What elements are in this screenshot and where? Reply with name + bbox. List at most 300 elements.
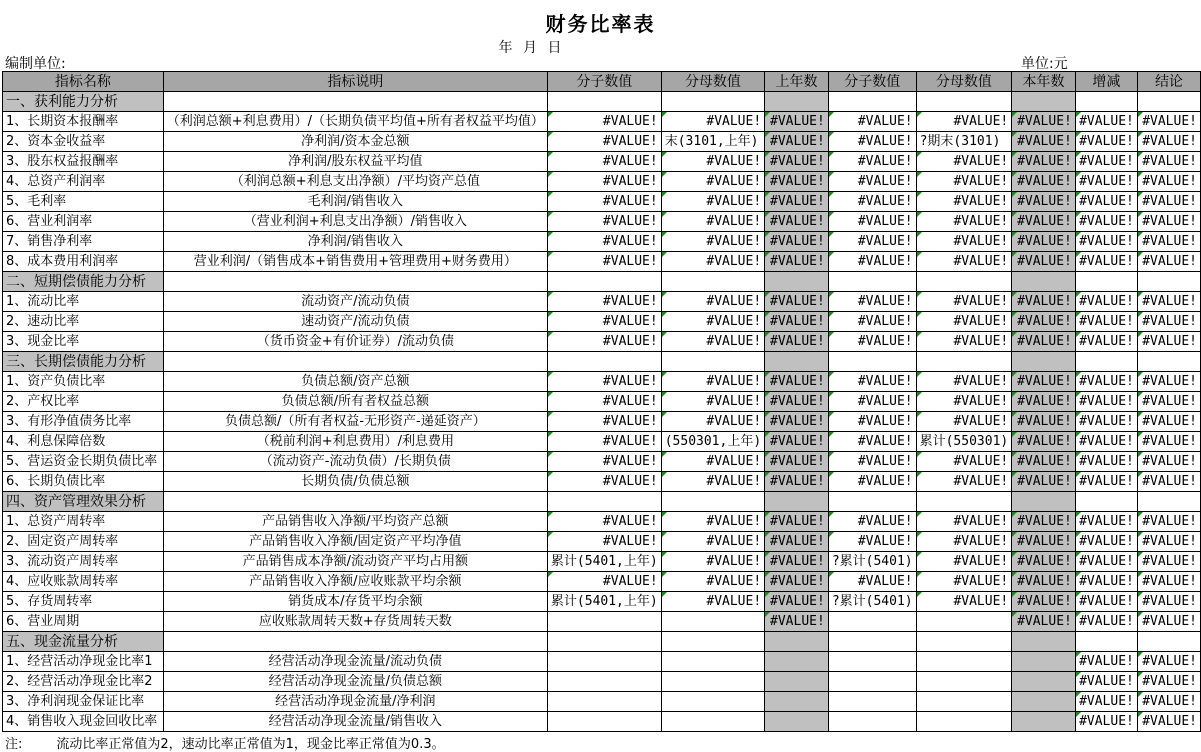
value-cell[interactable]: #VALUE! <box>1075 672 1137 692</box>
table-cell[interactable] <box>765 272 829 292</box>
table-cell[interactable] <box>661 492 764 512</box>
value-cell[interactable]: #VALUE! <box>765 252 829 272</box>
table-cell[interactable] <box>1137 272 1200 292</box>
header-cell[interactable]: 增减 <box>1075 72 1137 92</box>
value-cell[interactable]: #VALUE! <box>916 472 1012 492</box>
value-cell[interactable]: #VALUE! <box>765 392 829 412</box>
value-cell[interactable]: #VALUE! <box>1012 372 1076 392</box>
value-cell[interactable]: #VALUE! <box>828 412 916 432</box>
table-cell[interactable] <box>163 272 547 292</box>
table-cell[interactable] <box>1012 632 1076 652</box>
value-cell[interactable]: #VALUE! <box>916 532 1012 552</box>
value-cell[interactable]: #VALUE! <box>765 532 829 552</box>
value-cell[interactable]: #VALUE! <box>1012 532 1076 552</box>
value-cell[interactable]: #VALUE! <box>828 132 916 152</box>
value-cell[interactable]: 累计(550301) <box>916 432 1012 452</box>
value-cell[interactable]: #VALUE! <box>916 232 1012 252</box>
table-cell[interactable] <box>828 492 916 512</box>
table-cell[interactable] <box>163 632 547 652</box>
value-cell[interactable]: #VALUE! <box>1075 572 1137 592</box>
indicator-description-cell[interactable]: 经营活动净现金流量/净利润 <box>163 692 547 712</box>
value-cell[interactable]: #VALUE! <box>1012 432 1076 452</box>
table-cell[interactable] <box>547 352 661 372</box>
table-cell[interactable] <box>828 632 916 652</box>
indicator-name-cell[interactable]: 3、现金比率 <box>3 332 164 352</box>
indicator-name-cell[interactable]: 2、资本金收益率 <box>3 132 164 152</box>
value-cell[interactable]: #VALUE! <box>828 392 916 412</box>
indicator-description-cell[interactable]: 长期负债/负债总额 <box>163 472 547 492</box>
indicator-name-cell[interactable]: 3、净利润现金保证比率 <box>3 692 164 712</box>
value-cell[interactable]: #VALUE! <box>1012 172 1076 192</box>
indicator-description-cell[interactable]: 经营活动净现金流量/销售收入 <box>163 712 547 732</box>
value-cell[interactable]: #VALUE! <box>661 392 764 412</box>
indicator-description-cell[interactable]: （利润总额+利息费用）/（长期负债平均值+所有者权益平均值） <box>163 112 547 132</box>
value-cell[interactable]: #VALUE! <box>1137 392 1200 412</box>
table-cell[interactable] <box>765 492 829 512</box>
value-cell[interactable]: #VALUE! <box>1075 332 1137 352</box>
value-cell[interactable]: #VALUE! <box>1012 152 1076 172</box>
value-cell[interactable]: #VALUE! <box>1137 472 1200 492</box>
value-cell[interactable]: #VALUE! <box>765 412 829 432</box>
value-cell[interactable]: #VALUE! <box>547 532 661 552</box>
value-cell[interactable]: #VALUE! <box>1075 392 1137 412</box>
value-cell[interactable]: #VALUE! <box>765 312 829 332</box>
table-cell[interactable] <box>916 92 1012 112</box>
value-cell[interactable] <box>1012 692 1076 712</box>
indicator-description-cell[interactable]: 产品销售收入净额/应收账款平均余额 <box>163 572 547 592</box>
value-cell[interactable]: #VALUE! <box>1075 252 1137 272</box>
indicator-description-cell[interactable]: 负债总额/所有者权益总额 <box>163 392 547 412</box>
value-cell[interactable]: #VALUE! <box>765 552 829 572</box>
indicator-name-cell[interactable]: 1、总资产周转率 <box>3 512 164 532</box>
indicator-description-cell[interactable]: 净利润/资本金总额 <box>163 132 547 152</box>
value-cell[interactable] <box>547 672 661 692</box>
value-cell[interactable] <box>547 712 661 732</box>
value-cell[interactable]: #VALUE! <box>916 312 1012 332</box>
table-cell[interactable] <box>547 632 661 652</box>
value-cell[interactable]: #VALUE! <box>916 252 1012 272</box>
indicator-description-cell[interactable]: 应收账款周转天数+存货周转天数 <box>163 612 547 632</box>
table-cell[interactable] <box>916 492 1012 512</box>
value-cell[interactable]: #VALUE! <box>661 172 764 192</box>
value-cell[interactable]: #VALUE! <box>1075 612 1137 632</box>
indicator-name-cell[interactable]: 5、存货周转率 <box>3 592 164 612</box>
value-cell[interactable]: #VALUE! <box>661 572 764 592</box>
table-cell[interactable] <box>661 92 764 112</box>
value-cell[interactable] <box>765 652 829 672</box>
header-cell[interactable]: 上年数 <box>765 72 829 92</box>
value-cell[interactable]: #VALUE! <box>547 432 661 452</box>
table-cell[interactable] <box>916 632 1012 652</box>
value-cell[interactable]: #VALUE! <box>916 332 1012 352</box>
value-cell[interactable]: #VALUE! <box>828 232 916 252</box>
indicator-description-cell[interactable]: 经营活动净现金流量/负债总额 <box>163 672 547 692</box>
value-cell[interactable]: #VALUE! <box>1137 152 1200 172</box>
table-cell[interactable] <box>765 632 829 652</box>
indicator-name-cell[interactable]: 5、营运资金长期负债比率 <box>3 452 164 472</box>
value-cell[interactable]: #VALUE! <box>1075 452 1137 472</box>
value-cell[interactable]: #VALUE! <box>765 512 829 532</box>
value-cell[interactable]: #VALUE! <box>547 392 661 412</box>
value-cell[interactable]: #VALUE! <box>1012 132 1076 152</box>
value-cell[interactable]: #VALUE! <box>916 112 1012 132</box>
header-cell[interactable]: 分子数值 <box>828 72 916 92</box>
section-title-cell[interactable]: 四、资产管理效果分析 <box>3 492 164 512</box>
value-cell[interactable]: #VALUE! <box>828 152 916 172</box>
value-cell[interactable]: #VALUE! <box>916 172 1012 192</box>
value-cell[interactable]: #VALUE! <box>661 212 764 232</box>
indicator-name-cell[interactable]: 1、经营活动净现金比率1 <box>3 652 164 672</box>
header-cell[interactable]: 指标名称 <box>3 72 164 92</box>
value-cell[interactable] <box>765 712 829 732</box>
value-cell[interactable]: #VALUE! <box>828 252 916 272</box>
indicator-description-cell[interactable]: （利润总额+利息支出净额）/平均资产总值 <box>163 172 547 192</box>
value-cell[interactable] <box>828 652 916 672</box>
value-cell[interactable]: #VALUE! <box>661 192 764 212</box>
value-cell[interactable]: #VALUE! <box>1137 592 1200 612</box>
value-cell[interactable]: #VALUE! <box>765 612 829 632</box>
value-cell[interactable]: #VALUE! <box>1137 652 1200 672</box>
value-cell[interactable]: #VALUE! <box>1137 432 1200 452</box>
value-cell[interactable]: #VALUE! <box>1075 212 1137 232</box>
value-cell[interactable]: #VALUE! <box>1012 232 1076 252</box>
value-cell[interactable]: #VALUE! <box>1137 232 1200 252</box>
table-cell[interactable] <box>1012 352 1076 372</box>
table-cell[interactable] <box>163 92 547 112</box>
value-cell[interactable]: #VALUE! <box>828 532 916 552</box>
value-cell[interactable]: (550301,上年) <box>661 432 764 452</box>
value-cell[interactable]: #VALUE! <box>1012 192 1076 212</box>
value-cell[interactable]: #VALUE! <box>1137 212 1200 232</box>
table-cell[interactable] <box>1012 492 1076 512</box>
value-cell[interactable]: #VALUE! <box>828 172 916 192</box>
indicator-name-cell[interactable]: 3、有形净值债务比率 <box>3 412 164 432</box>
table-cell[interactable] <box>916 272 1012 292</box>
value-cell[interactable]: #VALUE! <box>765 232 829 252</box>
value-cell[interactable]: #VALUE! <box>828 452 916 472</box>
table-cell[interactable] <box>1012 272 1076 292</box>
value-cell[interactable]: 累计(5401,上年) <box>547 552 661 572</box>
value-cell[interactable]: #VALUE! <box>1137 572 1200 592</box>
indicator-description-cell[interactable]: 营业利润/（销售成本+销售费用+管理费用+财务费用） <box>163 252 547 272</box>
table-cell[interactable] <box>1012 92 1076 112</box>
value-cell[interactable]: #VALUE! <box>547 452 661 472</box>
value-cell[interactable]: #VALUE! <box>1075 172 1137 192</box>
table-cell[interactable] <box>1137 352 1200 372</box>
value-cell[interactable]: #VALUE! <box>1137 332 1200 352</box>
value-cell[interactable]: #VALUE! <box>1137 312 1200 332</box>
table-cell[interactable] <box>828 272 916 292</box>
value-cell[interactable]: #VALUE! <box>1012 332 1076 352</box>
indicator-description-cell[interactable]: （流动资产-流动负债）/长期负债 <box>163 452 547 472</box>
value-cell[interactable]: #VALUE! <box>547 292 661 312</box>
value-cell[interactable]: #VALUE! <box>1137 172 1200 192</box>
value-cell[interactable]: #VALUE! <box>1075 552 1137 572</box>
value-cell[interactable]: #VALUE! <box>1137 252 1200 272</box>
indicator-name-cell[interactable]: 1、流动比率 <box>3 292 164 312</box>
value-cell[interactable]: #VALUE! <box>828 112 916 132</box>
value-cell[interactable] <box>661 652 764 672</box>
value-cell[interactable]: #VALUE! <box>1075 372 1137 392</box>
value-cell[interactable]: #VALUE! <box>916 512 1012 532</box>
value-cell[interactable]: #VALUE! <box>765 212 829 232</box>
value-cell[interactable]: #VALUE! <box>916 552 1012 572</box>
value-cell[interactable]: #VALUE! <box>1012 292 1076 312</box>
value-cell[interactable]: #VALUE! <box>1137 372 1200 392</box>
value-cell[interactable]: #VALUE! <box>828 572 916 592</box>
indicator-name-cell[interactable]: 4、应收账款周转率 <box>3 572 164 592</box>
value-cell[interactable]: #VALUE! <box>1012 592 1076 612</box>
section-title-cell[interactable]: 三、长期偿债能力分析 <box>3 352 164 372</box>
value-cell[interactable]: #VALUE! <box>828 212 916 232</box>
indicator-description-cell[interactable]: 经营活动净现金流量/流动负债 <box>163 652 547 672</box>
value-cell[interactable]: #VALUE! <box>547 332 661 352</box>
value-cell[interactable]: #VALUE! <box>1075 712 1137 732</box>
indicator-name-cell[interactable]: 1、长期资本报酬率 <box>3 112 164 132</box>
value-cell[interactable]: ?累计(5401) <box>828 552 916 572</box>
table-cell[interactable] <box>1075 352 1137 372</box>
value-cell[interactable]: #VALUE! <box>661 332 764 352</box>
table-cell[interactable] <box>163 352 547 372</box>
value-cell[interactable] <box>765 672 829 692</box>
value-cell[interactable]: #VALUE! <box>765 112 829 132</box>
value-cell[interactable]: #VALUE! <box>1075 132 1137 152</box>
value-cell[interactable]: #VALUE! <box>1075 652 1137 672</box>
value-cell[interactable]: #VALUE! <box>1012 112 1076 132</box>
value-cell[interactable]: #VALUE! <box>1012 452 1076 472</box>
value-cell[interactable]: #VALUE! <box>1075 232 1137 252</box>
indicator-name-cell[interactable]: 4、利息保障倍数 <box>3 432 164 452</box>
table-cell[interactable] <box>661 272 764 292</box>
value-cell[interactable]: #VALUE! <box>661 512 764 532</box>
value-cell[interactable]: #VALUE! <box>1012 392 1076 412</box>
value-cell[interactable]: #VALUE! <box>661 312 764 332</box>
value-cell[interactable] <box>828 712 916 732</box>
table-cell[interactable] <box>765 352 829 372</box>
value-cell[interactable]: #VALUE! <box>765 172 829 192</box>
table-cell[interactable] <box>1075 632 1137 652</box>
table-cell[interactable] <box>163 492 547 512</box>
value-cell[interactable]: #VALUE! <box>1075 192 1137 212</box>
value-cell[interactable]: #VALUE! <box>547 512 661 532</box>
value-cell[interactable]: #VALUE! <box>661 252 764 272</box>
value-cell[interactable]: #VALUE! <box>1075 432 1137 452</box>
value-cell[interactable]: #VALUE! <box>661 152 764 172</box>
value-cell[interactable]: #VALUE! <box>1137 692 1200 712</box>
value-cell[interactable]: #VALUE! <box>1075 412 1137 432</box>
value-cell[interactable]: #VALUE! <box>828 192 916 212</box>
indicator-name-cell[interactable]: 3、流动资产周转率 <box>3 552 164 572</box>
value-cell[interactable]: #VALUE! <box>1137 132 1200 152</box>
indicator-name-cell[interactable]: 6、营业周期 <box>3 612 164 632</box>
indicator-name-cell[interactable]: 4、总资产利润率 <box>3 172 164 192</box>
value-cell[interactable]: #VALUE! <box>1012 472 1076 492</box>
value-cell[interactable]: #VALUE! <box>1137 532 1200 552</box>
value-cell[interactable] <box>828 692 916 712</box>
value-cell[interactable]: #VALUE! <box>1137 552 1200 572</box>
value-cell[interactable]: #VALUE! <box>661 412 764 432</box>
indicator-name-cell[interactable]: 1、资产负债比率 <box>3 372 164 392</box>
value-cell[interactable]: #VALUE! <box>828 372 916 392</box>
value-cell[interactable]: #VALUE! <box>916 212 1012 232</box>
value-cell[interactable]: #VALUE! <box>765 572 829 592</box>
value-cell[interactable]: #VALUE! <box>1012 512 1076 532</box>
value-cell[interactable]: #VALUE! <box>916 372 1012 392</box>
value-cell[interactable]: #VALUE! <box>828 472 916 492</box>
value-cell[interactable] <box>661 612 764 632</box>
indicator-name-cell[interactable]: 6、长期负债比率 <box>3 472 164 492</box>
table-cell[interactable] <box>547 272 661 292</box>
value-cell[interactable]: #VALUE! <box>1075 692 1137 712</box>
indicator-name-cell[interactable]: 4、销售收入现金回收比率 <box>3 712 164 732</box>
value-cell[interactable] <box>1012 672 1076 692</box>
indicator-description-cell[interactable]: 产品销售成本净额/流动资产平均占用额 <box>163 552 547 572</box>
value-cell[interactable]: #VALUE! <box>547 252 661 272</box>
table-cell[interactable] <box>547 492 661 512</box>
value-cell[interactable]: #VALUE! <box>1137 452 1200 472</box>
header-cell[interactable]: 指标说明 <box>163 72 547 92</box>
value-cell[interactable]: #VALUE! <box>765 452 829 472</box>
indicator-name-cell[interactable]: 2、速动比率 <box>3 312 164 332</box>
value-cell[interactable]: #VALUE! <box>547 152 661 172</box>
indicator-name-cell[interactable]: 6、营业利润率 <box>3 212 164 232</box>
value-cell[interactable]: #VALUE! <box>765 372 829 392</box>
value-cell[interactable]: #VALUE! <box>1075 152 1137 172</box>
indicator-description-cell[interactable]: 产品销售收入净额/平均资产总额 <box>163 512 547 532</box>
value-cell[interactable]: #VALUE! <box>661 592 764 612</box>
value-cell[interactable]: #VALUE! <box>916 152 1012 172</box>
value-cell[interactable] <box>916 652 1012 672</box>
indicator-description-cell[interactable]: 负债总额/（所有者权益-无形资产-递延资产） <box>163 412 547 432</box>
value-cell[interactable] <box>661 672 764 692</box>
value-cell[interactable]: 末(3101,上年) <box>661 132 764 152</box>
value-cell[interactable]: #VALUE! <box>547 232 661 252</box>
value-cell[interactable]: #VALUE! <box>547 412 661 432</box>
value-cell[interactable]: #VALUE! <box>661 232 764 252</box>
indicator-description-cell[interactable]: （营业利润+利息支出净额）/销售收入 <box>163 212 547 232</box>
value-cell[interactable] <box>916 672 1012 692</box>
table-cell[interactable] <box>1137 632 1200 652</box>
value-cell[interactable]: #VALUE! <box>828 332 916 352</box>
value-cell[interactable]: #VALUE! <box>916 192 1012 212</box>
value-cell[interactable]: #VALUE! <box>765 292 829 312</box>
value-cell[interactable]: #VALUE! <box>1012 252 1076 272</box>
table-cell[interactable] <box>661 352 764 372</box>
value-cell[interactable]: #VALUE! <box>1137 412 1200 432</box>
value-cell[interactable]: #VALUE! <box>1137 672 1200 692</box>
table-cell[interactable] <box>1137 492 1200 512</box>
value-cell[interactable]: #VALUE! <box>547 172 661 192</box>
value-cell[interactable] <box>547 612 661 632</box>
indicator-description-cell[interactable]: 流动资产/流动负债 <box>163 292 547 312</box>
table-cell[interactable] <box>916 352 1012 372</box>
value-cell[interactable]: #VALUE! <box>1012 612 1076 632</box>
value-cell[interactable]: #VALUE! <box>828 292 916 312</box>
value-cell[interactable]: #VALUE! <box>1137 712 1200 732</box>
value-cell[interactable] <box>661 692 764 712</box>
header-cell[interactable]: 分母数值 <box>661 72 764 92</box>
value-cell[interactable] <box>916 712 1012 732</box>
value-cell[interactable]: ?累计(5401) <box>828 592 916 612</box>
indicator-description-cell[interactable]: 负债总额/资产总额 <box>163 372 547 392</box>
value-cell[interactable]: #VALUE! <box>1137 512 1200 532</box>
value-cell[interactable]: #VALUE! <box>765 432 829 452</box>
value-cell[interactable]: #VALUE! <box>1012 552 1076 572</box>
value-cell[interactable]: #VALUE! <box>1075 592 1137 612</box>
value-cell[interactable]: #VALUE! <box>547 572 661 592</box>
table-cell[interactable] <box>828 92 916 112</box>
table-cell[interactable] <box>1137 92 1200 112</box>
indicator-name-cell[interactable]: 8、成本费用利润率 <box>3 252 164 272</box>
value-cell[interactable]: #VALUE! <box>828 512 916 532</box>
value-cell[interactable]: #VALUE! <box>828 312 916 332</box>
indicator-description-cell[interactable]: （税前利润+利息费用）/利息费用 <box>163 432 547 452</box>
value-cell[interactable]: #VALUE! <box>1012 572 1076 592</box>
value-cell[interactable] <box>1012 652 1076 672</box>
value-cell[interactable]: #VALUE! <box>1075 472 1137 492</box>
indicator-name-cell[interactable]: 3、股东权益报酬率 <box>3 152 164 172</box>
indicator-description-cell[interactable]: 速动资产/流动负债 <box>163 312 547 332</box>
value-cell[interactable] <box>1012 712 1076 732</box>
value-cell[interactable]: #VALUE! <box>1137 292 1200 312</box>
value-cell[interactable] <box>828 612 916 632</box>
indicator-name-cell[interactable]: 2、经营活动净现金比率2 <box>3 672 164 692</box>
header-cell[interactable]: 结论 <box>1137 72 1200 92</box>
indicator-description-cell[interactable]: 净利润/股东权益平均值 <box>163 152 547 172</box>
value-cell[interactable]: #VALUE! <box>1012 312 1076 332</box>
section-title-cell[interactable]: 一、获利能力分析 <box>3 92 164 112</box>
header-cell[interactable]: 本年数 <box>1012 72 1076 92</box>
value-cell[interactable]: #VALUE! <box>916 292 1012 312</box>
table-cell[interactable] <box>1075 92 1137 112</box>
indicator-name-cell[interactable]: 2、固定资产周转率 <box>3 532 164 552</box>
value-cell[interactable]: #VALUE! <box>1075 292 1137 312</box>
value-cell[interactable]: 累计(5401,上年) <box>547 592 661 612</box>
value-cell[interactable]: #VALUE! <box>765 132 829 152</box>
value-cell[interactable]: #VALUE! <box>1137 192 1200 212</box>
value-cell[interactable]: #VALUE! <box>1137 612 1200 632</box>
value-cell[interactable]: #VALUE! <box>661 292 764 312</box>
value-cell[interactable]: #VALUE! <box>661 472 764 492</box>
value-cell[interactable]: #VALUE! <box>661 452 764 472</box>
value-cell[interactable]: #VALUE! <box>765 152 829 172</box>
value-cell[interactable] <box>828 672 916 692</box>
value-cell[interactable]: #VALUE! <box>1075 512 1137 532</box>
value-cell[interactable]: #VALUE! <box>661 552 764 572</box>
section-title-cell[interactable]: 二、短期偿债能力分析 <box>3 272 164 292</box>
section-title-cell[interactable]: 五、现金流量分析 <box>3 632 164 652</box>
value-cell[interactable]: #VALUE! <box>661 372 764 392</box>
value-cell[interactable]: #VALUE! <box>547 132 661 152</box>
value-cell[interactable] <box>765 692 829 712</box>
indicator-description-cell[interactable]: 销货成本/存货平均余额 <box>163 592 547 612</box>
value-cell[interactable]: #VALUE! <box>1137 112 1200 132</box>
value-cell[interactable]: #VALUE! <box>765 192 829 212</box>
value-cell[interactable] <box>916 612 1012 632</box>
indicator-name-cell[interactable]: 7、销售净利率 <box>3 232 164 252</box>
indicator-description-cell[interactable]: （货币资金+有价证券）/流动负债 <box>163 332 547 352</box>
value-cell[interactable]: #VALUE! <box>828 432 916 452</box>
value-cell[interactable]: #VALUE! <box>1075 532 1137 552</box>
value-cell[interactable]: #VALUE! <box>547 112 661 132</box>
indicator-name-cell[interactable]: 5、毛利率 <box>3 192 164 212</box>
value-cell[interactable]: #VALUE! <box>1075 112 1137 132</box>
indicator-name-cell[interactable]: 2、产权比率 <box>3 392 164 412</box>
table-cell[interactable] <box>661 632 764 652</box>
value-cell[interactable] <box>547 652 661 672</box>
value-cell[interactable]: #VALUE! <box>1075 312 1137 332</box>
value-cell[interactable]: #VALUE! <box>765 592 829 612</box>
